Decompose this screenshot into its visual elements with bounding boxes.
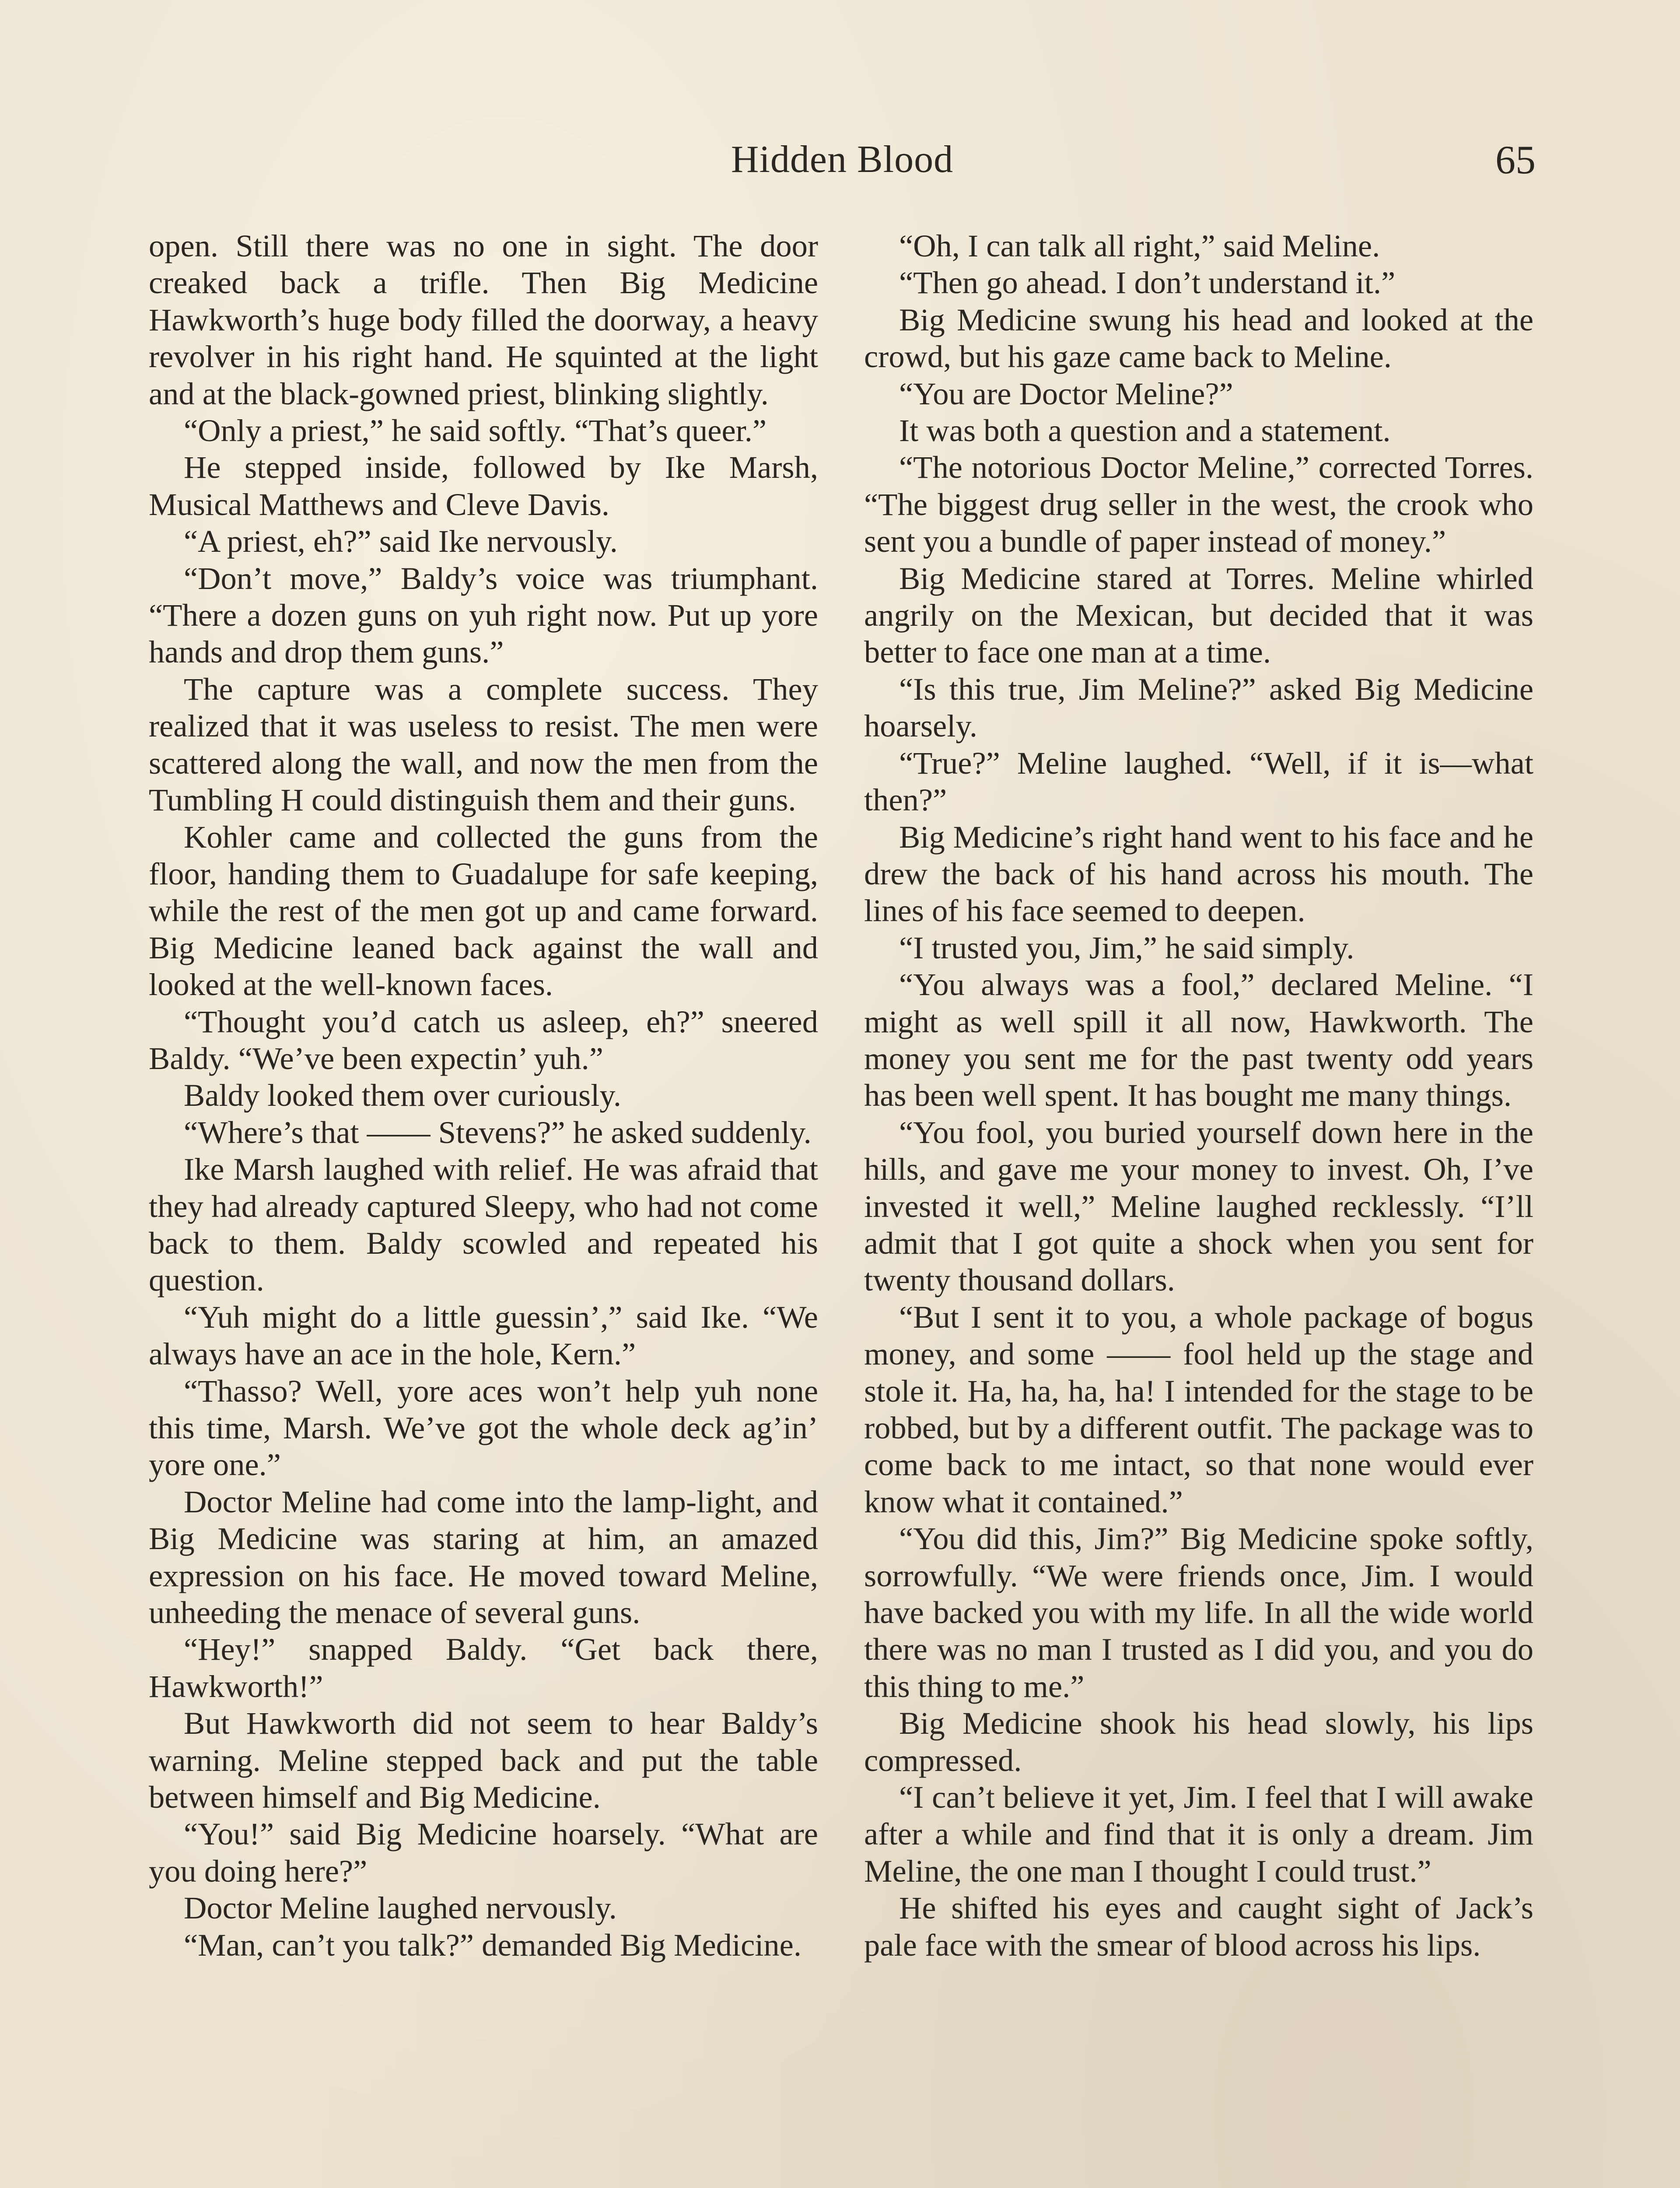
paragraph: Big Medicine’s right hand went to his face and he drew the back of his hand across his mouth. The lines of his face seemed to deepen. [864, 819, 1533, 929]
paragraph: But Hawkworth did not seem to hear Baldy’s warning. Meline stepped back and put the table between himself and Big Medicine. [149, 1705, 818, 1815]
paragraph: “You!” said Big Medicine hoarsely. “What are you doing here?” [149, 1816, 818, 1889]
paragraph: “You always was a fool,” declared Meline. “I might as well spill it all now, Hawkworth. The money you sent me for the past twenty odd years has been well spent. It has bought me many things. [864, 967, 1533, 1113]
paragraph: “But I sent it to you, a whole package of bogus money, and some —— fool held up the stage and stole it. Ha, ha, ha, ha! I intended for the stage to be robbed, but by a different outfit. The package was to come back to me intact, so that none would ever know what it contained.” [864, 1299, 1533, 1519]
paragraph: Doctor Meline laughed nervously. [184, 1890, 617, 1926]
paragraph: “Don’t move,” Baldy’s voice was triumphant. “There a dozen guns on yuh right now. Put up yore hands and drop them guns.” [149, 560, 818, 670]
paragraph: open. Still there was no one in sight. The door creaked back a trifle. Then Big Medicine Hawkworth’s huge body filled the doorway, a heavy revolver in his right hand. He squinted at the light and at the black-gowned priest, blinking slightly. [149, 228, 818, 411]
paragraph: Baldy looked them over curiously. [184, 1077, 622, 1113]
paragraph: “Only a priest,” he said softly. “That’s queer.” [184, 413, 767, 449]
paragraph: “True?” Meline laughed. “Well, if it is—what then?” [864, 745, 1533, 818]
paragraph: Big Medicine stared at Torres. Meline whirled angrily on the Mexican, but decided that it was better to face one man at a time. [864, 560, 1533, 670]
paragraph: “You are Doctor Meline?” [899, 375, 1233, 411]
paragraph: Big Medicine shook his head slowly, his lips compressed. [864, 1705, 1533, 1778]
paragraph: “You did this, Jim?” Big Medicine spoke softly, sorrowfully. “We were friends once, Jim. I would have backed you with my life. In all the wide world there was no man I trusted as I did you, and you do this thing to me.” [864, 1521, 1533, 1704]
paragraph: The capture was a complete success. They realized that it was useless to resist. The men were scattered along the wall, and now the men from the Tumbling H could distinguish them and their guns. [149, 671, 818, 818]
paragraph: “I trusted you, Jim,” he said simply. [899, 929, 1354, 965]
page-number: 65 [1495, 137, 1536, 182]
paragraph: He shifted his eyes and caught sight of Jack’s pale face with the smear of blood across his lips. [864, 1890, 1533, 1963]
page-header [149, 131, 1536, 188]
paragraph: “Then go ahead. I don’t understand it.” [899, 265, 1396, 301]
paragraph: Doctor Meline had come into the lamp-light, and Big Medicine was staring at him, an amazed expression on his face. He moved toward Meline, unheeding the menace of several guns. [149, 1483, 818, 1630]
paragraph: Big Medicine swung his head and looked at the crowd, but his gaze came back to Meline. [864, 302, 1533, 375]
paragraph: “The notorious Doctor Meline,” corrected Torres. “The biggest drug seller in the west, the crook who sent you a bundle of paper instead of money.” [864, 449, 1533, 559]
left-column [149, 228, 818, 1964]
paragraph: “Yuh might do a little guessin’,” said Ike. “We always have an ace in the hole, Kern.” [149, 1299, 818, 1372]
paragraph: “Oh, I can talk all right,” said Meline. [899, 228, 1380, 263]
right-column [864, 228, 1533, 1964]
paragraph: Ike Marsh laughed with relief. He was afraid that they had already captured Sleepy, who had not come back to them. Baldy scowled and repeated his question. [149, 1151, 818, 1298]
paragraph: “Thasso? Well, yore aces won’t help yuh none this time, Marsh. We’ve got the whole deck ag’in’ yore one.” [149, 1373, 818, 1483]
paragraph: “Man, can’t you talk?” demanded Big Medicine. [184, 1927, 802, 1963]
paragraph: “You fool, you buried yourself down here in the hills, and gave me your money to invest. Oh, I’ve invested it well,” Meline laughed recklessly. “I’ll admit that I got quite a shock when you sent for twenty thousand dollars. [864, 1114, 1533, 1298]
paragraph: “Hey!” snapped Baldy. “Get back there, Hawkworth!” [149, 1631, 818, 1704]
paragraph: It was both a question and a statement. [899, 413, 1391, 449]
paragraph: He stepped inside, followed by Ike Marsh, Musical Matthews and Cleve Davis. [149, 449, 818, 522]
paragraph: “A priest, eh?” said Ike nervously. [184, 523, 618, 559]
running-title: Hidden Blood [731, 138, 954, 181]
paragraph: Kohler came and collected the guns from the floor, handing them to Guadalupe for safe keeping, while the rest of the men got up and came forward. Big Medicine leaned back against the wall and looked at the well-known faces. [149, 819, 818, 1003]
paragraph: “Thought you’d catch us asleep, eh?” sneered Baldy. “We’ve been expectin’ yuh.” [149, 1003, 818, 1076]
paragraph: “Where’s that —— Stevens?” he asked suddenly. [184, 1114, 812, 1150]
paragraph: “Is this true, Jim Meline?” asked Big Medicine hoarsely. [864, 671, 1533, 744]
paragraph: “I can’t believe it yet, Jim. I feel that I will awake after a while and find that it is only a dream. Jim Meline, the one man I thought I could trust.” [864, 1779, 1533, 1889]
